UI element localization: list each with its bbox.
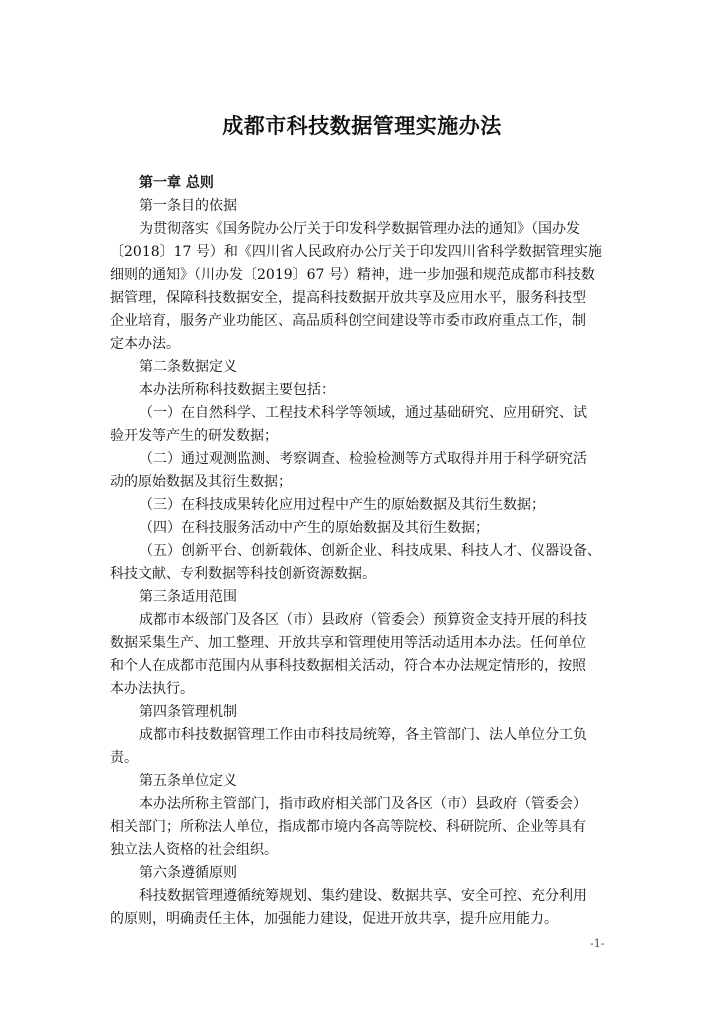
paragraph-line: 据管理，保障科技数据安全，提高科技数据开放共享及应用水平，服务科技型 <box>110 290 586 306</box>
article-heading: 第六条遵循原则 <box>139 865 237 881</box>
paragraph-line: 科技数据管理遵循统筹规划、集约建设、数据共享、安全可控、充分利用 <box>139 888 587 904</box>
paragraph-line: 相关部门；所称法人单位，指成都市境内各高等院校、科研院所、企业等具有 <box>110 819 586 835</box>
paragraph-line: 的原则，明确责任主体，加强能力建设，促进开放共享，提升应用能力。 <box>110 911 558 927</box>
chapter-heading: 第一章 总则 <box>139 175 214 191</box>
article-heading: 第四条管理机制 <box>139 704 237 720</box>
page-number: -1- <box>590 937 605 950</box>
document-title: 成都市科技数据管理实施办法 <box>222 114 502 138</box>
paragraph-line: 成都市科技数据管理工作由市科技局统筹，各主管部门、法人单位分工负 <box>139 727 587 743</box>
paragraph-line: 责。 <box>110 750 138 766</box>
paragraph-line: 本办法所称科技数据主要包括： <box>139 382 335 398</box>
paragraph-line: （一）在自然科学、工程技术科学等领域，通过基础研究、应用研究、试 <box>139 405 587 421</box>
paragraph-line: 〔2018〕17 号）和《四川省人民政府办公厅关于印发四川省科学数据管理实施 <box>110 244 602 260</box>
document-body <box>110 172 618 931</box>
paragraph-line: 成都市本级部门及各区（市）县政府（管委会）预算资金支持开展的科技 <box>139 612 587 628</box>
paragraph-line: 和个人在成都市范围内从事科技数据相关活动，符合本办法规定情形的，按照 <box>110 658 586 674</box>
paragraph-line: 本办法执行。 <box>110 681 194 697</box>
paragraph-line: 企业培育，服务产业功能区、高品质科创空间建设等市委市政府重点工作，制 <box>110 313 586 329</box>
article-heading: 第五条单位定义 <box>139 773 237 789</box>
article-heading: 第二条数据定义 <box>139 359 237 375</box>
paragraph-line: （四）在科技服务活动中产生的原始数据及其衍生数据； <box>139 520 489 536</box>
paragraph-line: （二）通过观测监测、考察调查、检验检测等方式取得并用于科学研究活 <box>139 451 587 467</box>
article-heading: 第三条适用范围 <box>139 589 237 605</box>
paragraph-line: 验开发等产生的研发数据； <box>110 428 278 444</box>
paragraph-line: （三）在科技成果转化应用过程中产生的原始数据及其衍生数据； <box>139 497 545 513</box>
article-heading: 第一条目的依据 <box>139 198 237 214</box>
paragraph-line: 数据采集生产、加工整理、开放共享和管理使用等活动适用本办法。任何单位 <box>110 635 586 651</box>
paragraph-line: 独立法人资格的社会组织。 <box>110 842 278 858</box>
paragraph-line: 定本办法。 <box>110 336 180 352</box>
paragraph-line: （五）创新平台、创新载体、创新企业、科技成果、科技人才、仪器设备、 <box>139 543 601 559</box>
paragraph-line: 细则的通知》（川办发〔2019〕67 号）精神，进一步加强和规范成都市科技数 <box>110 267 595 283</box>
paragraph-line: 动的原始数据及其衍生数据； <box>110 474 292 490</box>
paragraph-line: 为贯彻落实《国务院办公厅关于印发科学数据管理办法的通知》（国办发 <box>139 221 580 237</box>
paragraph-line: 本办法所称主管部门，指市政府相关部门及各区（市）县政府（管委会） <box>139 796 587 812</box>
paragraph-line: 科技文献、专利数据等科技创新资源数据。 <box>110 566 376 582</box>
